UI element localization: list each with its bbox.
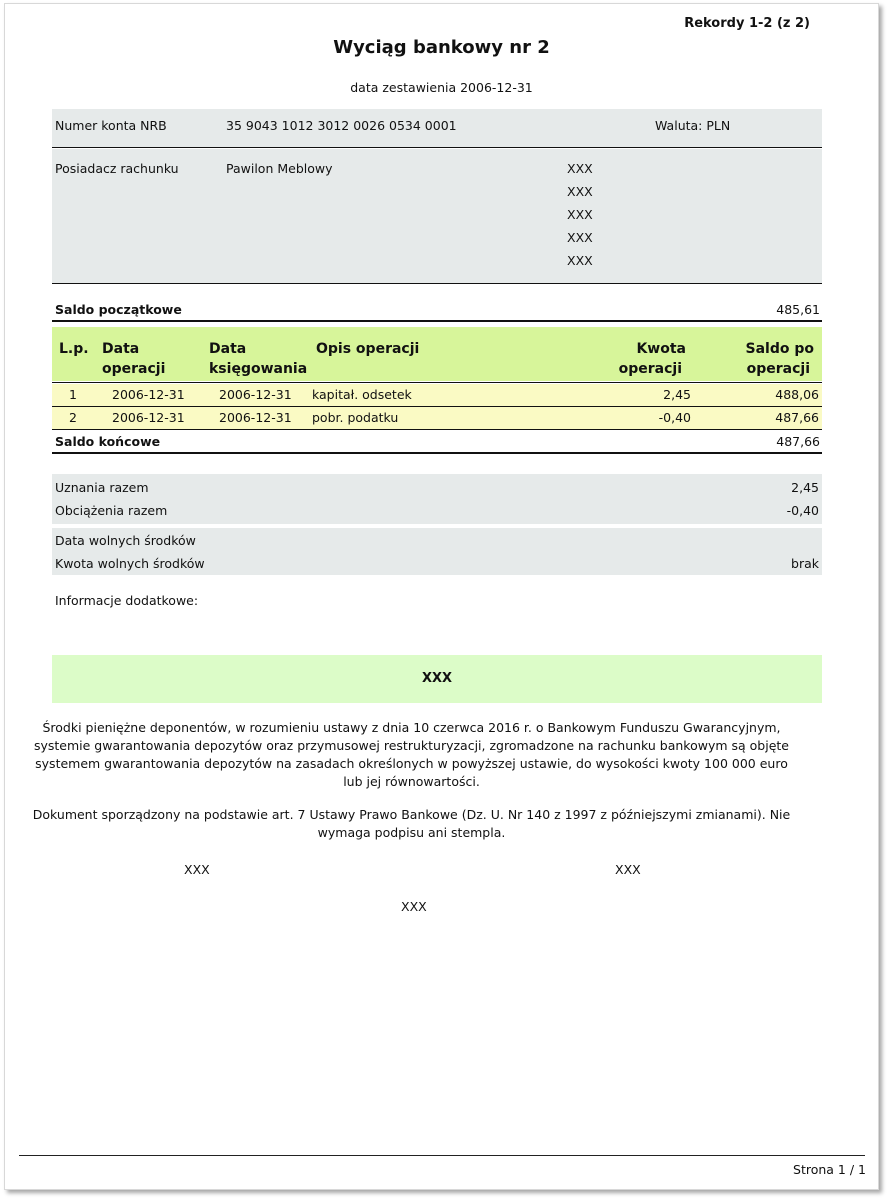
owner-address-line: XXX bbox=[567, 184, 593, 199]
divider bbox=[52, 283, 822, 284]
transactions-table-header bbox=[52, 327, 822, 381]
account-number-value: 35 9043 1012 3012 0026 0534 0001 bbox=[226, 118, 457, 133]
credits-label: Uznania razem bbox=[55, 480, 149, 495]
divider bbox=[52, 452, 822, 454]
account-number-block bbox=[52, 109, 822, 147]
col-date-op-line2: operacji bbox=[102, 361, 166, 377]
opening-balance-value: 485,61 bbox=[776, 302, 820, 317]
cell-amount: -0,40 bbox=[658, 410, 691, 425]
cell-amount: 2,45 bbox=[663, 387, 691, 402]
totals-block bbox=[52, 474, 822, 524]
deposit-guarantee-text: Środki pieniężne deponentów, w rozumieniu ustawy z dnia 10 czerwca 2016 r. o Bankowym Funduszu Gwarancyjnym, systemie gwarantowania depozytów oraz przymusowej restrukturyzacji, zgromadzone na rachunku bankowym są objęte systemem gwarantowania depozytów na zasadach określonych w powyższej ustawie, do wysokości kwoty 100 000 euro lub jej równowartości. bbox=[33, 720, 790, 789]
col-description: Opis operacji bbox=[316, 341, 420, 357]
statement-date: data zestawienia 2006-12-31 bbox=[350, 80, 533, 95]
col-date-book-line2: księgowania bbox=[209, 361, 308, 377]
divider bbox=[52, 147, 822, 148]
statement-page bbox=[4, 3, 879, 1190]
col-amount-line2: operacji bbox=[618, 361, 682, 377]
debits-value: -0,40 bbox=[786, 503, 819, 518]
debits-label: Obciążenia razem bbox=[55, 503, 168, 518]
col-balance-line2: operacji bbox=[746, 361, 810, 377]
banner-text: XXX bbox=[421, 671, 453, 686]
owner-address-line: XXX bbox=[567, 253, 593, 268]
cell-date-op: 2006-12-31 bbox=[112, 387, 185, 402]
info-banner bbox=[52, 655, 822, 703]
cell-date-op: 2006-12-31 bbox=[112, 410, 185, 425]
col-date-op-line1: Data bbox=[102, 341, 140, 357]
footer-divider bbox=[19, 1155, 865, 1156]
owner-address-line: XXX bbox=[567, 230, 593, 245]
col-date-book-line1: Data bbox=[209, 341, 247, 357]
records-count: Rekordy 1-2 (z 2) bbox=[684, 16, 810, 31]
cell-description: pobr. podatku bbox=[312, 410, 399, 425]
additional-info-label: Informacje dodatkowe: bbox=[55, 593, 199, 608]
page-title: Wyciąg bankowy nr 2 bbox=[333, 37, 550, 58]
divider bbox=[52, 382, 822, 383]
legal-basis-text: Dokument sporządzony na podstawie art. 7 Ustawy Prawo Bankowe (Dz. U. Nr 140 z 1997 z późniejszymi zmianami). Nie wymaga podpisu ani stempla. bbox=[32, 807, 791, 840]
free-funds-block bbox=[52, 528, 822, 575]
col-amount-line1: Kwota bbox=[636, 341, 686, 357]
signature-left: XXX bbox=[184, 862, 210, 877]
free-funds-amount-value: brak bbox=[791, 556, 819, 571]
divider bbox=[52, 320, 822, 322]
page-number: Strona 1 / 1 bbox=[793, 1162, 866, 1177]
currency-label: Waluta: PLN bbox=[655, 118, 731, 133]
closing-balance-label: Saldo końcowe bbox=[55, 434, 161, 449]
closing-balance-value: 487,66 bbox=[776, 434, 820, 449]
cell-balance: 487,66 bbox=[775, 410, 819, 425]
cell-date-book: 2006-12-31 bbox=[219, 387, 292, 402]
cell-date-book: 2006-12-31 bbox=[219, 410, 292, 425]
divider bbox=[52, 429, 822, 430]
cell-balance: 488,06 bbox=[775, 387, 819, 402]
opening-balance-label: Saldo początkowe bbox=[55, 302, 182, 317]
signature-right: XXX bbox=[615, 862, 641, 877]
free-funds-amount-label: Kwota wolnych środków bbox=[55, 556, 205, 571]
cell-lp: 2 bbox=[69, 410, 77, 425]
table-row bbox=[52, 384, 822, 406]
owner-value: Pawilon Meblowy bbox=[226, 161, 333, 176]
signature-center: XXX bbox=[401, 899, 427, 914]
col-balance-line1: Saldo po bbox=[745, 341, 814, 357]
col-lp: L.p. bbox=[59, 341, 89, 357]
credits-value: 2,45 bbox=[791, 480, 819, 495]
owner-address-line: XXX bbox=[567, 161, 593, 176]
owner-label: Posiadacz rachunku bbox=[55, 161, 179, 176]
owner-address-line: XXX bbox=[567, 207, 593, 222]
account-number-label: Numer konta NRB bbox=[55, 118, 167, 133]
table-row bbox=[52, 407, 822, 429]
cell-lp: 1 bbox=[69, 387, 77, 402]
account-owner-block bbox=[52, 149, 822, 284]
free-funds-date-label: Data wolnych środków bbox=[55, 533, 196, 548]
cell-description: kapitał. odsetek bbox=[312, 387, 412, 402]
